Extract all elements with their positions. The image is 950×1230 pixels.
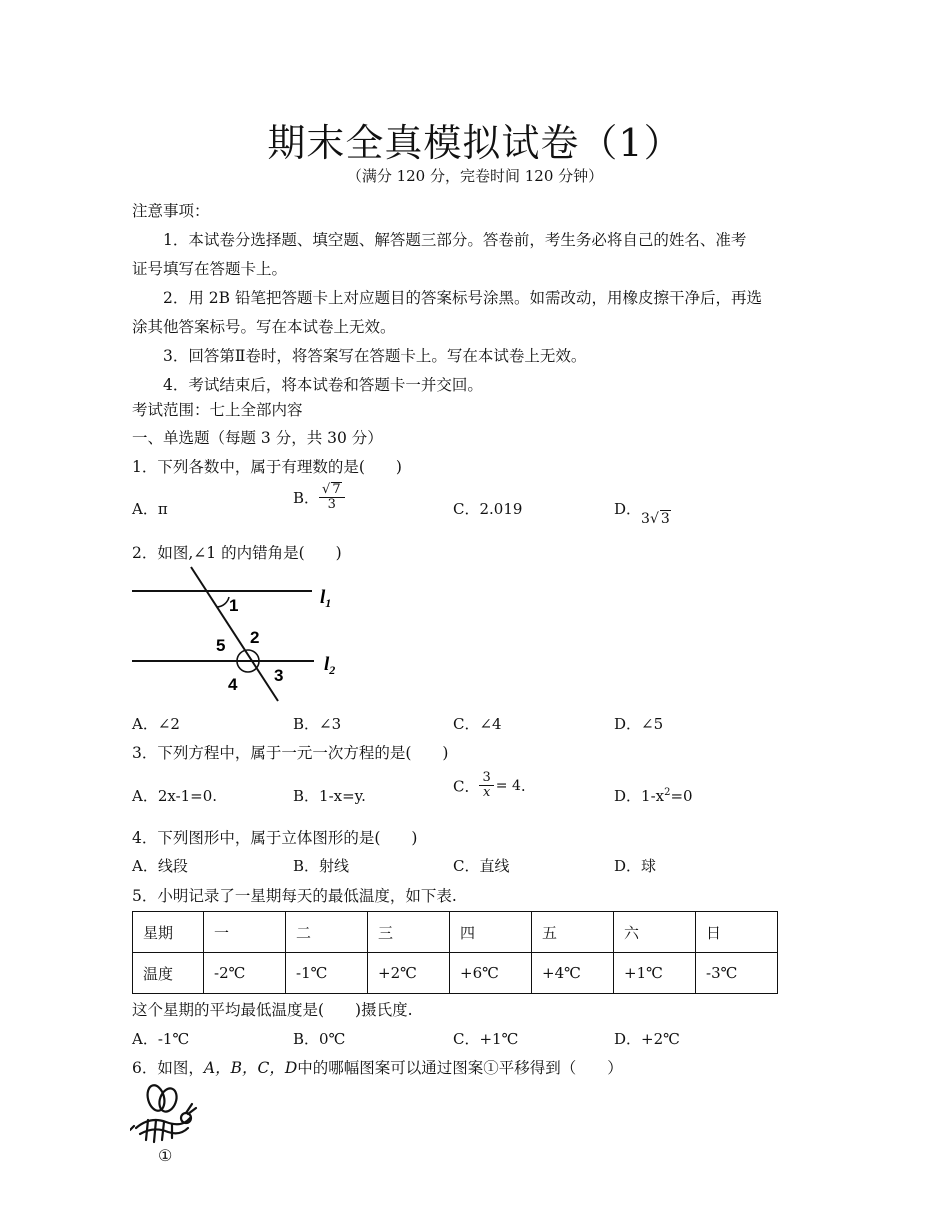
option-label: D． — [614, 500, 642, 518]
question-5-prompt: 这个星期的平均最低温度是( )摄氏度. — [132, 1001, 413, 1019]
q3-option-a: A．2x-1=0. — [132, 787, 218, 805]
q1-option-c — [453, 498, 522, 519]
table-cell: -2℃ — [204, 953, 286, 994]
q3-option-b: B．1-x=y. — [293, 787, 366, 805]
q3-option-c — [453, 771, 526, 801]
stem-variables: A，B，C，D — [203, 1059, 298, 1077]
stem-text-end: 中的哪幅图案可以通过图案①平移得到（ ） — [297, 1059, 623, 1077]
option-label: A． — [132, 500, 158, 518]
table-cell: 五 — [532, 912, 614, 953]
q4-option-b: B．射线 — [293, 857, 350, 875]
option-text: D．1-x — [614, 787, 665, 805]
bee-icon — [130, 1080, 200, 1150]
q2-option-d: D．∠5 — [614, 715, 664, 733]
fraction — [479, 771, 493, 801]
table-row — [133, 953, 778, 994]
label-l2: $l_2$ — [324, 654, 336, 677]
radical-coefficient: 3 — [641, 511, 650, 527]
table-cell: 二 — [286, 912, 368, 953]
table-cell: +2℃ — [368, 953, 450, 994]
q3-option-d — [614, 785, 693, 806]
note-4: 4．考试结束后，将本试卷和答题卡一并交回。 — [163, 376, 483, 394]
page-title: 期末全真模拟试卷（1） — [267, 121, 683, 165]
question-3-stem: 3．下列方程中，属于一元一次方程的是( ) — [132, 744, 449, 762]
table-cell: 温度 — [133, 953, 204, 994]
table-cell: 日 — [696, 912, 778, 953]
figure-caption: ① — [158, 1146, 173, 1165]
table-header-row — [133, 912, 778, 953]
q2-option-c: C．∠4 — [453, 715, 502, 733]
label-3: 3 — [274, 666, 284, 685]
option-value: π — [157, 500, 168, 518]
parallel-lines-figure — [128, 564, 358, 704]
label-5: 5 — [216, 636, 226, 655]
temperature-table — [132, 911, 778, 994]
table-cell: +6℃ — [450, 953, 532, 994]
q5-option-d: D．+2℃ — [614, 1030, 680, 1048]
note-3: 3．回答第Ⅱ卷时，将答案写在答题卡上。写在本试卷上无效。 — [163, 347, 587, 365]
question-2-stem: 2．如图,∠1 的内错角是( ) — [132, 544, 342, 562]
q1-option-b — [293, 482, 345, 513]
fraction: $\frac{√ 7}{3}$ — [319, 482, 345, 513]
option-value: 2.019 — [479, 500, 523, 518]
table-cell: -3℃ — [696, 953, 778, 994]
q4-option-d: D．球 — [614, 857, 657, 875]
exam-scope: 考试范围：七上全部内容 — [132, 401, 303, 419]
q1-option-d: D．3√ 3 — [614, 500, 670, 527]
option-label: C． — [453, 500, 480, 518]
angle-1-arc — [217, 597, 229, 607]
note-2-line-a: 2．用 2B 铅笔把答题卡上对应题目的答案标号涂黑。如需改动，用橡皮擦干净后，再选 — [163, 289, 762, 307]
label-l1: $l_1$ — [320, 587, 332, 610]
table-cell: 四 — [450, 912, 532, 953]
q4-option-c: C．直线 — [453, 857, 510, 875]
q4-option-a: A．线段 — [132, 857, 188, 875]
note-1-line-b: 证号填写在答题卡上。 — [132, 260, 288, 278]
q2-option-b: B．∠3 — [293, 715, 342, 733]
question-1-stem: 1．下列各数中，属于有理数的是( ) — [132, 458, 402, 476]
q1-option-a — [132, 498, 168, 519]
table-cell: +4℃ — [532, 953, 614, 994]
table-cell: +1℃ — [614, 953, 696, 994]
question-6-stem — [132, 1056, 623, 1078]
note-2-line-b: 涂其他答案标号。写在本试卷上无效。 — [132, 318, 396, 336]
q2-option-a: A．∠2 — [132, 715, 180, 733]
question-5-stem: 5．小明记录了一星期每天的最低温度，如下表. — [132, 887, 457, 905]
fraction-denominator: x — [482, 785, 491, 801]
option-text-end: =0 — [670, 787, 693, 805]
exponent: 2 — [664, 787, 671, 798]
table-cell: 星期 — [133, 912, 204, 953]
option-label: C． — [453, 777, 480, 796]
section-heading: 一、单选题（每题 3 分，共 30 分） — [132, 429, 383, 447]
notes-heading: 注意事项： — [132, 202, 210, 220]
note-1-line-a: 1．本试卷分选择题、填空题、解答题三部分。答卷前，考生务必将自己的姓名、准考 — [163, 231, 747, 249]
page-subtitle: （满分 120 分，完卷时间 120 分钟） — [346, 167, 604, 185]
q5-option-c: C．+1℃ — [453, 1030, 519, 1048]
fraction-numerator: 7 — [332, 482, 341, 497]
question-4-stem: 4．下列图形中，属于立体图形的是( ) — [132, 829, 418, 847]
option-label: B． — [293, 488, 320, 507]
q5-option-a: A．-1℃ — [132, 1030, 190, 1048]
period: . — [520, 776, 526, 795]
radicand: 3 — [660, 511, 670, 527]
label-2: 2 — [250, 628, 260, 647]
table-cell: 一 — [204, 912, 286, 953]
table-cell: -1℃ — [286, 953, 368, 994]
fraction-denominator: 3 — [327, 497, 336, 513]
label-4: 4 — [228, 675, 238, 694]
equation-rest: = 4 — [495, 777, 521, 794]
stem-text: 6．如图， — [132, 1059, 204, 1077]
q5-option-b: B．0℃ — [293, 1030, 346, 1048]
fraction-numerator: 3 — [479, 771, 493, 786]
label-1: 1 — [229, 596, 239, 615]
table-cell: 六 — [614, 912, 696, 953]
table-cell: 三 — [368, 912, 450, 953]
